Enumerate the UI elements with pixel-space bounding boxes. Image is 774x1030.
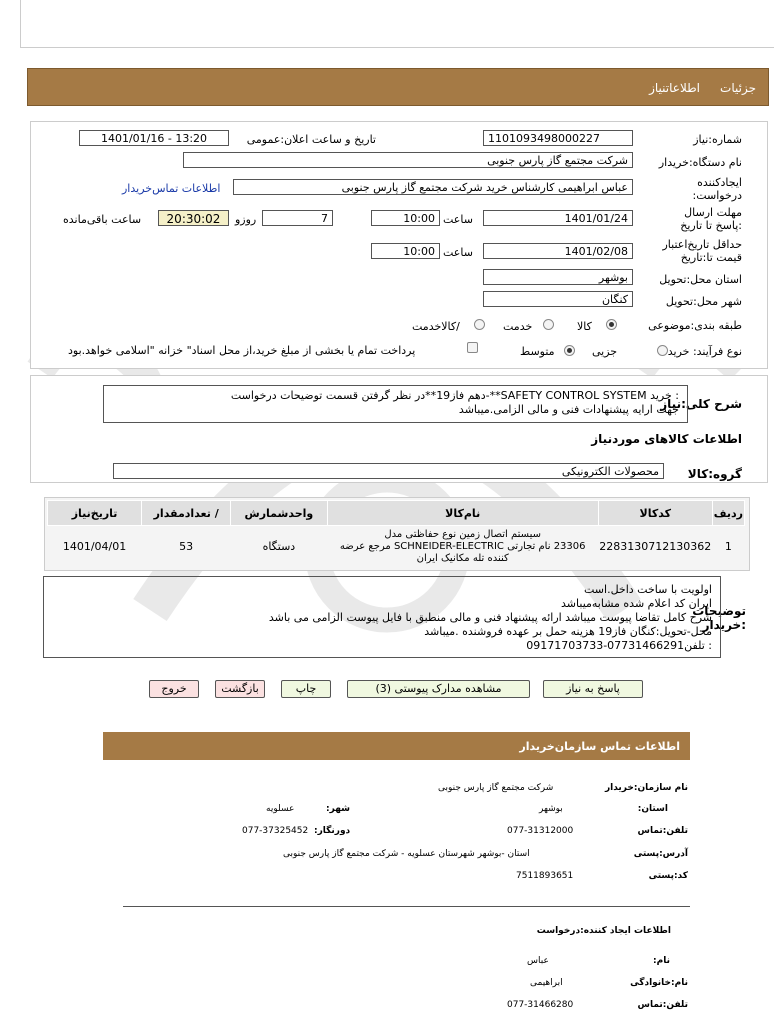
announce-field: 1401/01/16 - 13:20 <box>79 130 229 146</box>
need-number-field: 1101093498000227 <box>483 130 633 146</box>
cell-name-line-3: کننده تله مکانیک ایران <box>416 552 509 564</box>
province-field: بوشهر <box>483 269 633 285</box>
col-header-code: کدکالا <box>598 501 712 526</box>
province-value-2: بوشهر <box>539 804 563 814</box>
treasury-payment-checkbox[interactable] <box>467 342 478 353</box>
category-goods-label: کالا <box>577 320 592 333</box>
notes-label: توضیحات :خریدار <box>692 604 746 632</box>
process-label: نوع فرآیند: خرید <box>667 345 742 358</box>
cell-unit: دستگاه <box>262 540 296 554</box>
cell-name-line-2: 23306 نام تجارتی SCHNEIDER-ELECTRIC مرجع عرضه <box>339 540 586 552</box>
notes-line-2: ایران کد اعلام شده مشابه‌میباشد <box>561 597 712 610</box>
days-field: 7 <box>262 210 333 226</box>
frame-line <box>20 47 774 48</box>
contact-section-header <box>103 732 690 760</box>
city-label: شهر محل:تحویل <box>665 295 742 308</box>
buyer-field: شرکت مجتمع گاز پارس جنوبی <box>183 152 633 168</box>
category-label: طبقه بندی:موضوعی <box>648 319 742 332</box>
creator-phone-value: 077-31466280 <box>507 1000 574 1010</box>
items-table <box>47 500 745 568</box>
creator-name-label: نام: <box>653 956 670 966</box>
province-label: استان محل:تحویل <box>659 273 742 286</box>
need-number-label: شماره:نیاز <box>693 133 742 146</box>
creator-phone-label: تلفن:تماس <box>637 1000 688 1010</box>
cell-name-line-1: سیستم اتصال زمین نوع حفاظتی مدل <box>384 528 541 540</box>
tab-details[interactable]: جزئیات <box>720 81 756 95</box>
tab-need-info[interactable]: اطلاعاتنیاز <box>649 81 700 95</box>
validity-time-label: ساعت <box>443 246 473 259</box>
notes-box <box>43 576 721 658</box>
buyer-contact-link[interactable]: اطلاعات تماس‌خریدار <box>122 182 221 195</box>
frame-line <box>20 0 21 48</box>
goods-info-title: اطلاعات کالاهای موردنیاز <box>591 432 742 446</box>
process-medium-radio[interactable] <box>564 345 575 356</box>
summary-box <box>103 385 688 423</box>
creator-name-value: عباس <box>527 956 549 966</box>
phone-label: تلفن:تماس <box>637 826 688 836</box>
col-header-name: نام‌کالا <box>327 501 598 526</box>
city-label-2: شهر: <box>326 804 350 814</box>
summary-line-2: جهت ارایه پیشنهادات فنی و مالی الزامی.میباشد <box>458 403 679 416</box>
buyer-label: نام دستگاه:خریدار <box>658 156 742 169</box>
creator-family-value: ابراهیمی <box>530 978 563 988</box>
col-header-index: ردیف <box>712 501 744 526</box>
category-both-label: /کالاخدمت <box>412 320 460 333</box>
deadline-label: مهلت ارسال :پاسخ تا تاریخ <box>680 206 742 232</box>
announce-label: تاریخ و ساعت اعلان:عمومی <box>246 133 376 146</box>
creator-field: عباس ابراهیمی کارشناس خرید شرکت مجتمع گاز پارس جنوبی <box>233 179 633 195</box>
postal-code-label: کد:پستی <box>648 871 688 881</box>
cell-name <box>327 526 598 568</box>
exit-button[interactable]: خروج <box>149 680 199 698</box>
fax-value: 077-37325452 <box>242 826 309 836</box>
contact-section-title: اطلاعات تماس سازمان‌خریدار <box>519 740 680 753</box>
validity-date-field: 1401/02/08 <box>483 243 633 259</box>
process-partial-radio[interactable] <box>657 345 668 356</box>
cell-code: 2283130712130362 <box>599 540 712 554</box>
remaining-label: ساعت باقی‌مانده <box>63 213 142 226</box>
city-value-2: عسلویه <box>266 804 295 814</box>
postal-code-value: 7511893651 <box>516 871 574 881</box>
cell-date: 1401/04/01 <box>62 540 127 554</box>
process-medium-label: متوسط <box>520 345 555 358</box>
col-header-unit: واحدشمارش <box>231 501 327 526</box>
summary-label: شرح کلی:نیاز <box>660 397 742 411</box>
deadline-date-field: 1401/01/24 <box>483 210 633 226</box>
cell-qty: 53 <box>179 540 194 554</box>
address-value: استان -بوشهر شهرستان عسلویه - شرکت مجتمع گاز پارس جنوبی <box>283 849 530 859</box>
reply-button[interactable]: پاسخ به نیاز <box>543 680 643 698</box>
validity-time-field: 10:00 <box>371 243 440 259</box>
notes-line-3: شرح کامل تقاضا پیوست میباشد ارائه پیشنهاد فنی و مالی منطبق با فایل پیوست الزامی می باشد <box>268 611 712 624</box>
creator-section-title: اطلاعات ایجاد کننده:درخواست <box>536 926 671 936</box>
category-service-radio[interactable] <box>543 319 554 330</box>
fax-label: دورنگار: <box>314 826 351 836</box>
address-label: آدرس:پستی <box>633 849 688 859</box>
group-label: گروه:کالا <box>687 467 742 481</box>
province-label-2: استان: <box>637 804 668 814</box>
print-button[interactable]: چاپ <box>281 680 331 698</box>
org-value: شرکت مجتمع گاز پارس جنوبی <box>438 783 554 793</box>
notes-line-5: : تلفن07731466291-09171703733 <box>526 639 712 652</box>
phone-value: 077-31312000 <box>507 826 574 836</box>
remaining-time-display: 20:30:02 <box>158 210 229 226</box>
validity-label: حداقل تاریخ‌اعتبار قیمت تا:تاریخ <box>662 238 742 264</box>
col-header-date: تاریخ‌نیاز <box>48 501 142 526</box>
page-header <box>27 68 769 106</box>
back-button[interactable]: بازگشت <box>215 680 265 698</box>
creator-label: ایجادکننده درخواست: <box>692 176 742 202</box>
category-goods-radio[interactable] <box>606 319 617 330</box>
deadline-time-label: ساعت <box>443 213 473 226</box>
divider <box>123 906 690 907</box>
summary-line-1: : خرید SAFETY CONTROL SYSTEM**-دهم فاز19**در نظر گرفتن قسمت توضیحات درخواست <box>230 389 679 402</box>
view-attachments-button[interactable]: مشاهده مدارک پیوستی (3) <box>347 680 530 698</box>
city-field: کنگان <box>483 291 633 307</box>
group-field: محصولات الکترونیکی <box>113 463 664 479</box>
notes-line-4: محل-تحویل:کنگان فاز19 هزینه حمل بر عهده فروشنده .میباشد <box>424 625 712 638</box>
org-label: نام سازمان:خریدار <box>604 783 688 793</box>
days-label: روزو <box>235 213 257 226</box>
creator-family-label: نام:خانوادگی <box>630 978 688 988</box>
col-header-qty: / تعدادمقدار <box>142 501 231 526</box>
cell-index: 1 <box>724 540 732 554</box>
payment-note: پرداخت تمام یا بخشی از مبلغ خرید،از محل اسناد" خزانه "اسلامی خواهد.بود <box>68 344 416 357</box>
notes-line-1: اولویت با ساخت داخل.است <box>584 583 712 596</box>
category-both-radio[interactable] <box>474 319 485 330</box>
deadline-time-field: 10:00 <box>371 210 440 226</box>
process-partial-label: جزیی <box>592 345 618 358</box>
category-service-label: خدمت <box>503 320 533 333</box>
table-row <box>48 526 745 568</box>
